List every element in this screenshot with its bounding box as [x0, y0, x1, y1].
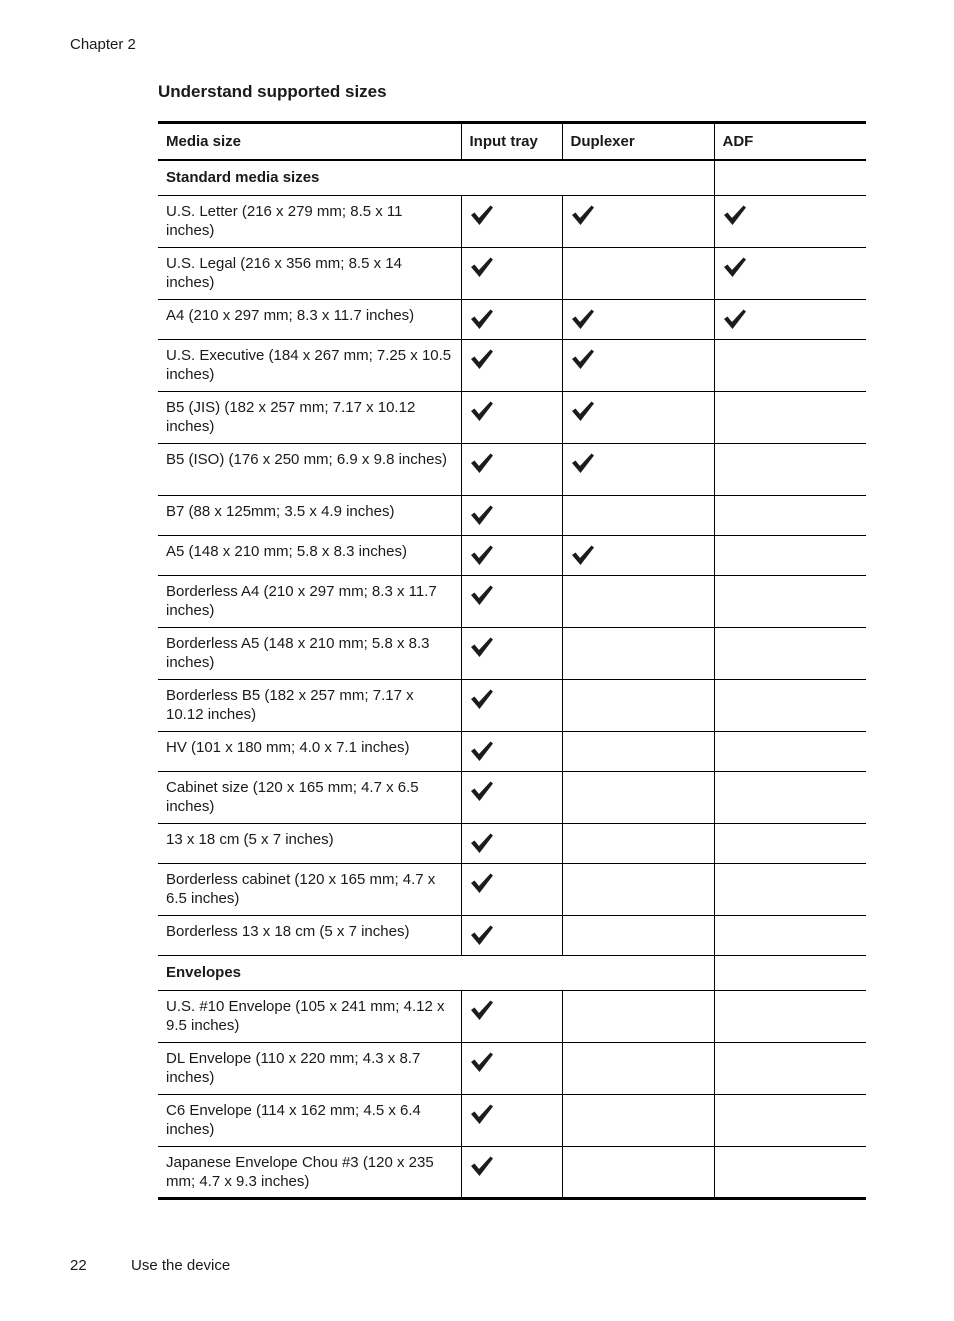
- adf-cell: [714, 864, 866, 916]
- media-size-cell: Borderless A4 (210 x 297 mm; 8.3 x 11.7 inches): [158, 576, 461, 628]
- table-header-row: [158, 123, 866, 161]
- input-tray-cell: [461, 340, 562, 392]
- input-tray-cell: [461, 1147, 562, 1199]
- media-size-cell: Borderless 13 x 18 cm (5 x 7 inches): [158, 916, 461, 956]
- media-size-cell: U.S. Legal (216 x 356 mm; 8.5 x 14 inches): [158, 248, 461, 300]
- checkmark-icon: [571, 452, 595, 474]
- duplexer-cell: [562, 248, 714, 300]
- input-tray-cell: [461, 680, 562, 732]
- checkmark-icon: [470, 504, 494, 526]
- table-row: [158, 444, 866, 496]
- duplexer-cell: [562, 772, 714, 824]
- section-title: Understand supported sizes: [158, 82, 387, 101]
- adf-cell: [714, 248, 866, 300]
- checkmark-icon: [470, 584, 494, 606]
- group-label: Envelopes: [158, 956, 714, 991]
- media-size-cell: 13 x 18 cm (5 x 7 inches): [158, 824, 461, 864]
- duplexer-cell: [562, 864, 714, 916]
- input-tray-cell: [461, 536, 562, 576]
- input-tray-cell: [461, 1043, 562, 1095]
- table-row: [158, 1095, 866, 1147]
- table-row: [158, 772, 866, 824]
- media-size-cell: B5 (ISO) (176 x 250 mm; 6.9 x 9.8 inches): [158, 444, 461, 496]
- checkmark-icon: [470, 872, 494, 894]
- table-row: [158, 576, 866, 628]
- table-body: [158, 160, 866, 1199]
- checkmark-icon: [571, 308, 595, 330]
- column-header-duplexer: Duplexer: [562, 123, 714, 161]
- media-size-cell: B7 (88 x 125mm; 3.5 x 4.9 inches): [158, 496, 461, 536]
- group-adf-cell: [714, 956, 866, 991]
- input-tray-cell: [461, 916, 562, 956]
- table-row: [158, 340, 866, 392]
- checkmark-icon: [470, 348, 494, 370]
- group-row: [158, 956, 866, 991]
- adf-cell: [714, 392, 866, 444]
- checkmark-icon: [470, 780, 494, 802]
- footer-section-name: Use the device: [131, 1257, 231, 1274]
- input-tray-cell: [461, 248, 562, 300]
- supported-sizes-table: [158, 121, 866, 1200]
- group-adf-cell: [714, 160, 866, 196]
- adf-cell: [714, 628, 866, 680]
- duplexer-cell: [562, 680, 714, 732]
- checkmark-icon: [470, 308, 494, 330]
- group-row: [158, 160, 866, 196]
- table-row: [158, 864, 866, 916]
- input-tray-cell: [461, 991, 562, 1043]
- media-size-cell: B5 (JIS) (182 x 257 mm; 7.17 x 10.12 inches): [158, 392, 461, 444]
- media-size-cell: DL Envelope (110 x 220 mm; 4.3 x 8.7 inches): [158, 1043, 461, 1095]
- checkmark-icon: [470, 400, 494, 422]
- table-row: [158, 536, 866, 576]
- adf-cell: [714, 772, 866, 824]
- media-size-cell: C6 Envelope (114 x 162 mm; 4.5 x 6.4 inches): [158, 1095, 461, 1147]
- duplexer-cell: [562, 576, 714, 628]
- checkmark-icon: [470, 999, 494, 1021]
- duplexer-cell: [562, 628, 714, 680]
- checkmark-icon: [470, 740, 494, 762]
- table-row: [158, 196, 866, 248]
- adf-cell: [714, 496, 866, 536]
- checkmark-icon: [470, 256, 494, 278]
- checkmark-icon: [470, 636, 494, 658]
- duplexer-cell: [562, 496, 714, 536]
- media-size-cell: A4 (210 x 297 mm; 8.3 x 11.7 inches): [158, 300, 461, 340]
- duplexer-cell: [562, 196, 714, 248]
- adf-cell: [714, 536, 866, 576]
- adf-cell: [714, 444, 866, 496]
- adf-cell: [714, 680, 866, 732]
- media-size-cell: U.S. Executive (184 x 267 mm; 7.25 x 10.5 inches): [158, 340, 461, 392]
- adf-cell: [714, 1095, 866, 1147]
- media-size-cell: U.S. Letter (216 x 279 mm; 8.5 x 11 inches): [158, 196, 461, 248]
- input-tray-cell: [461, 392, 562, 444]
- duplexer-cell: [562, 991, 714, 1043]
- duplexer-cell: [562, 392, 714, 444]
- adf-cell: [714, 1043, 866, 1095]
- adf-cell: [714, 916, 866, 956]
- column-header-input-tray: Input tray: [461, 123, 562, 161]
- input-tray-cell: [461, 824, 562, 864]
- media-size-cell: Japanese Envelope Chou #3 (120 x 235 mm; 4.7 x 9.3 inches): [158, 1147, 461, 1199]
- checkmark-icon: [470, 924, 494, 946]
- adf-cell: [714, 196, 866, 248]
- input-tray-cell: [461, 444, 562, 496]
- input-tray-cell: [461, 628, 562, 680]
- duplexer-cell: [562, 1095, 714, 1147]
- table-row: [158, 732, 866, 772]
- media-size-cell: HV (101 x 180 mm; 4.0 x 7.1 inches): [158, 732, 461, 772]
- duplexer-cell: [562, 300, 714, 340]
- checkmark-icon: [470, 1155, 494, 1177]
- input-tray-cell: [461, 300, 562, 340]
- adf-cell: [714, 300, 866, 340]
- table-row: [158, 496, 866, 536]
- input-tray-cell: [461, 864, 562, 916]
- column-header-adf: ADF: [714, 123, 866, 161]
- adf-cell: [714, 824, 866, 864]
- adf-cell: [714, 576, 866, 628]
- duplexer-cell: [562, 916, 714, 956]
- table-row: [158, 392, 866, 444]
- table-row: [158, 1043, 866, 1095]
- checkmark-icon: [571, 544, 595, 566]
- table-row: [158, 916, 866, 956]
- input-tray-cell: [461, 196, 562, 248]
- table-row: [158, 991, 866, 1043]
- checkmark-icon: [723, 308, 747, 330]
- table-row: [158, 300, 866, 340]
- checkmark-icon: [470, 1051, 494, 1073]
- duplexer-cell: [562, 536, 714, 576]
- duplexer-cell: [562, 444, 714, 496]
- checkmark-icon: [470, 204, 494, 226]
- adf-cell: [714, 732, 866, 772]
- duplexer-cell: [562, 340, 714, 392]
- input-tray-cell: [461, 496, 562, 536]
- checkmark-icon: [723, 204, 747, 226]
- group-label: Standard media sizes: [158, 160, 714, 196]
- media-size-cell: Borderless cabinet (120 x 165 mm; 4.7 x 6.5 inches): [158, 864, 461, 916]
- input-tray-cell: [461, 732, 562, 772]
- duplexer-cell: [562, 1043, 714, 1095]
- table-row: [158, 248, 866, 300]
- column-header-media-size: Media size: [158, 123, 461, 161]
- table-row: [158, 628, 866, 680]
- media-size-cell: Cabinet size (120 x 165 mm; 4.7 x 6.5 inches): [158, 772, 461, 824]
- input-tray-cell: [461, 576, 562, 628]
- adf-cell: [714, 340, 866, 392]
- checkmark-icon: [571, 204, 595, 226]
- adf-cell: [714, 1147, 866, 1199]
- input-tray-cell: [461, 1095, 562, 1147]
- media-size-cell: Borderless B5 (182 x 257 mm; 7.17 x 10.12 inches): [158, 680, 461, 732]
- checkmark-icon: [723, 256, 747, 278]
- checkmark-icon: [470, 1103, 494, 1125]
- table-row: [158, 680, 866, 732]
- checkmark-icon: [470, 544, 494, 566]
- media-size-cell: U.S. #10 Envelope (105 x 241 mm; 4.12 x 9.5 inches): [158, 991, 461, 1043]
- duplexer-cell: [562, 824, 714, 864]
- adf-cell: [714, 991, 866, 1043]
- checkmark-icon: [470, 688, 494, 710]
- table-row: [158, 1147, 866, 1199]
- checkmark-icon: [571, 400, 595, 422]
- checkmark-icon: [470, 832, 494, 854]
- duplexer-cell: [562, 1147, 714, 1199]
- media-size-cell: Borderless A5 (148 x 210 mm; 5.8 x 8.3 inches): [158, 628, 461, 680]
- checkmark-icon: [470, 452, 494, 474]
- page-number: 22: [70, 1257, 87, 1274]
- table-row: [158, 824, 866, 864]
- media-size-cell: A5 (148 x 210 mm; 5.8 x 8.3 inches): [158, 536, 461, 576]
- checkmark-icon: [571, 348, 595, 370]
- duplexer-cell: [562, 732, 714, 772]
- chapter-label: Chapter 2: [70, 36, 136, 53]
- input-tray-cell: [461, 772, 562, 824]
